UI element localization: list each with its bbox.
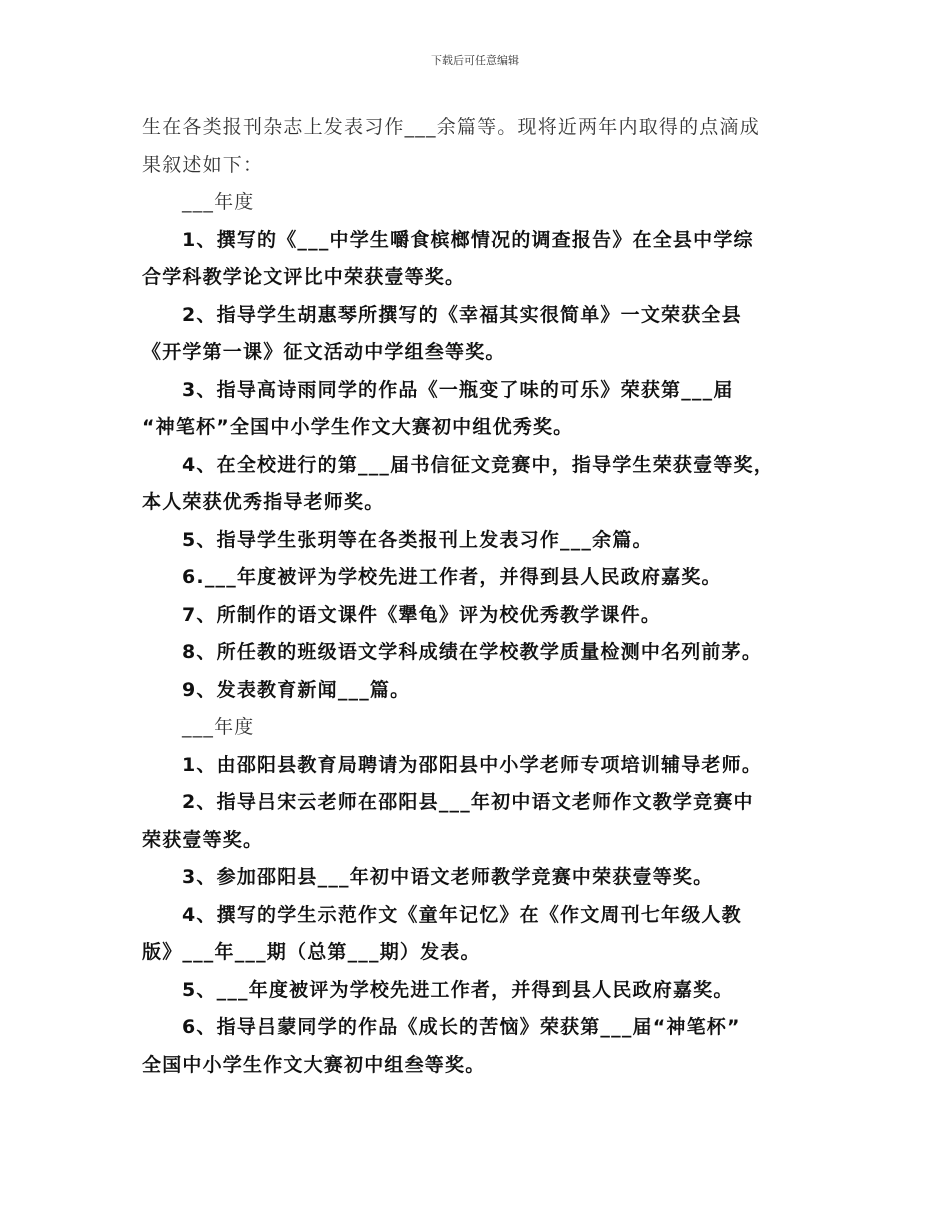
text-line: 3、指导高诗雨同学的作品《一瓶变了味的可乐》荣获第___届 (182, 378, 734, 401)
text-line: “神笔杯”全国中小学生作文大赛初中组优秀奖。 (142, 416, 574, 438)
text-line: 生在各类报刊杂志上发表习作___余篇等。现将近两年内取得的点滴成 (142, 116, 760, 138)
text-line: 8、所任教的班级语文学科成绩在学校教学质量检测中名列前茅。 (182, 641, 763, 663)
text-line: 5、指导学生张玥等在各类报刊上发表习作___余篇。 (182, 528, 653, 551)
page-header: 下载后可任意编辑 (431, 54, 519, 67)
text-line: 1、由邵阳县教育局聘请为邵阳县中小学老师专项培训辅导老师。 (182, 753, 763, 776)
text-line: 合学科教学论文评比中荣获壹等奖。 (142, 266, 466, 288)
text-line: 7、所制作的语文课件《犟龟》评为校优秀教学课件。 (182, 603, 662, 626)
text-line: 本人荣获优秀指导老师奖。 (142, 491, 385, 513)
text-line: 版》___年___期（总第___期）发表。 (142, 941, 481, 963)
text-line: 《开学第一课》征文活动中学组叁等奖。 (142, 341, 506, 363)
text-line: 3、参加邵阳县___年初中语文老师教学竞赛中荣获壹等奖。 (182, 866, 714, 888)
text-line: 1、撰写的《___中学生嚼食槟榔情况的调查报告》在全县中学综 (182, 228, 754, 251)
text-line: 5、___年度被评为学校先进工作者，并得到县人民政府嘉奖。 (182, 978, 734, 1001)
text-line: 2、指导吕宋云老师在邵阳县___年初中语文老师作文教学竞赛中 (182, 791, 754, 813)
text-line: 6、指导吕蒙同学的作品《成长的苦恼》荣获第___届“神笔杯” (182, 1016, 741, 1038)
text-line: ___年度 (182, 716, 255, 738)
text-line: 6.___年度被评为学校先进工作者，并得到县人民政府嘉奖。 (182, 566, 722, 588)
document-body (142, 109, 822, 1084)
text-line: 2、指导学生胡惠琴所撰写的《幸福其实很简单》一文荣获全县 (182, 303, 742, 326)
text-line: 4、撰写的学生示范作文《童年记忆》在《作文周刊七年级人教 (182, 903, 742, 926)
text-line: 4、在全校进行的第___届书信征文竞赛中，指导学生荣获壹等奖， (182, 453, 774, 476)
text-line: 9、发表教育新闻___篇。 (182, 678, 411, 701)
text-line: 果叙述如下： (142, 153, 264, 176)
text-line: 全国中小学生作文大赛初中组叁等奖。 (142, 1053, 486, 1076)
text-line: 荣获壹等奖。 (142, 828, 264, 851)
text-line: ___年度 (182, 191, 255, 213)
